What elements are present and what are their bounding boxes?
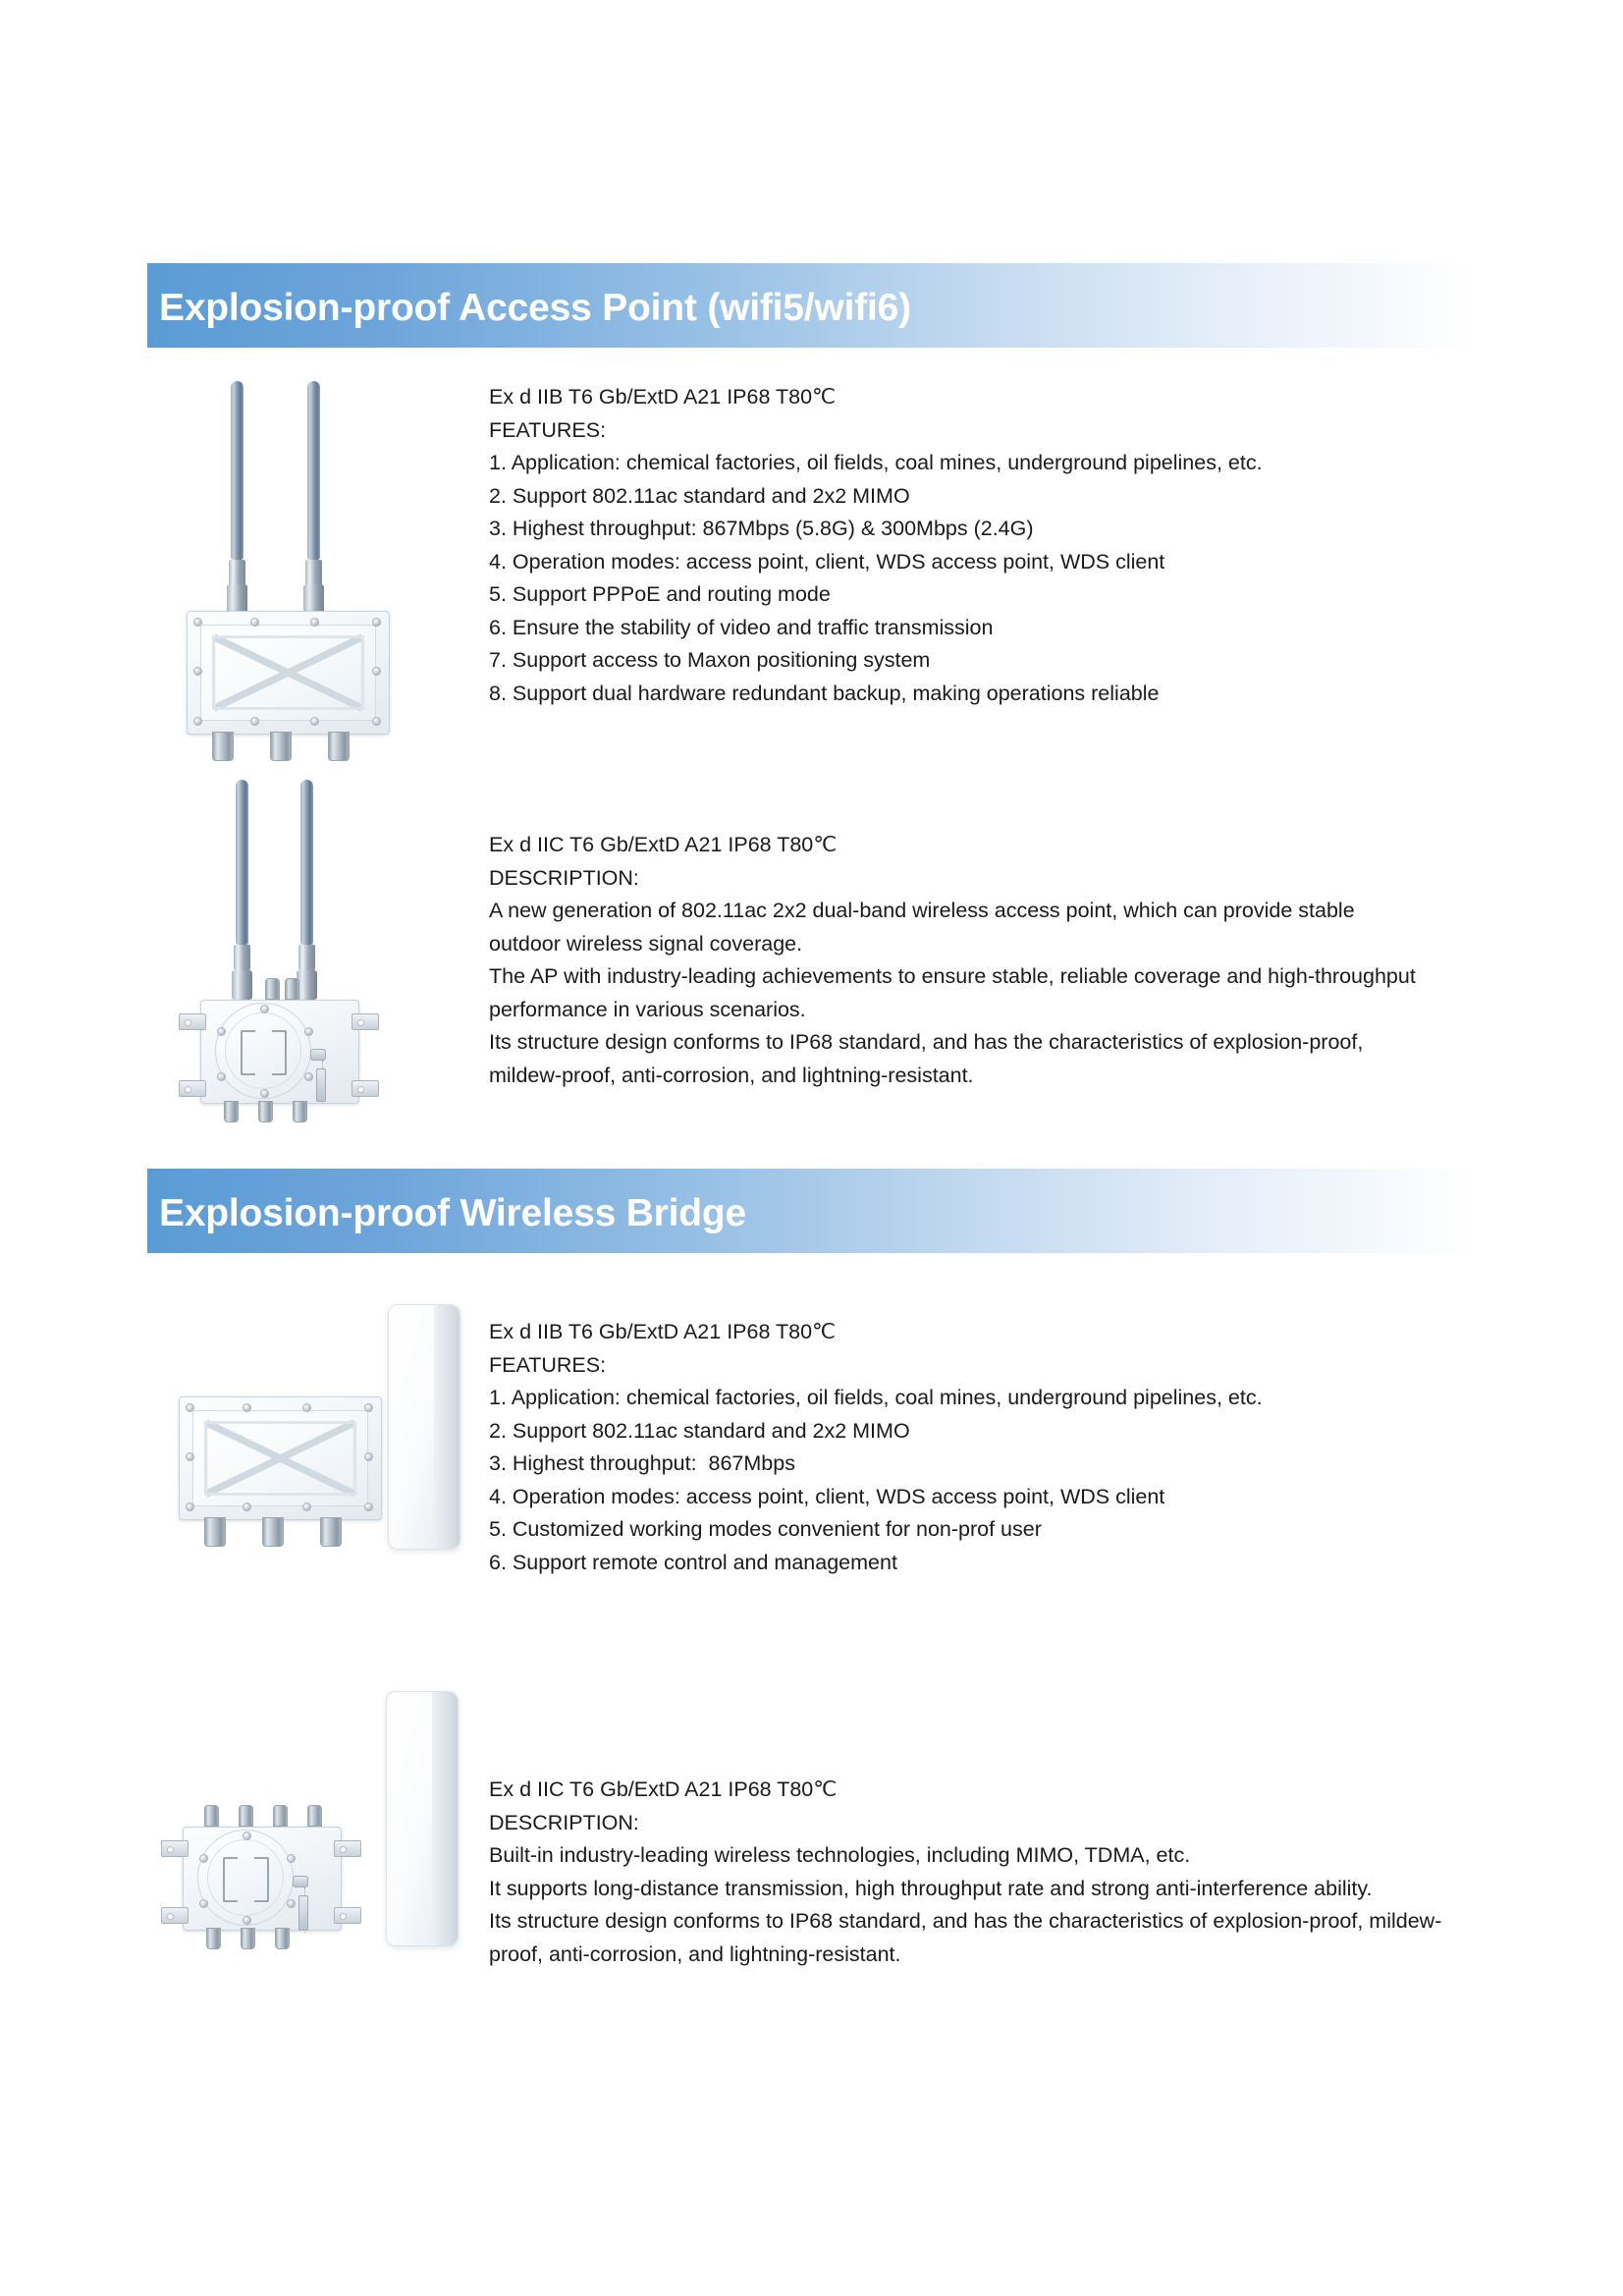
product-wireless-bridge-iib	[147, 1316, 1483, 1579]
cable-gland	[328, 732, 350, 761]
bolt	[243, 1403, 251, 1412]
description-paragraph: Its structure design conforms to IP68 standard, and has the characteristics of explosion-proof, mildew-proof, anti-corrosion, and lightning-resistant.	[489, 1909, 1442, 1966]
feature-item: 1. Application: chemical factories, oil fields, coal mines, underground pipelines, etc.	[489, 451, 1263, 474]
bolt	[217, 1072, 226, 1081]
product-rating: Ex d IIC T6 Gb/ExtD A21 IP68 T80℃	[489, 833, 838, 856]
product-access-point-iic	[147, 786, 1483, 1120]
cable-gland	[241, 1928, 255, 1949]
product-copy-wireless-bridge-iic	[481, 1728, 1451, 1971]
antenna-right-base	[297, 970, 317, 1000]
bolt	[250, 618, 259, 627]
product-copy-access-point-iic	[481, 786, 1432, 1092]
feature-item: 6. Support remote control and management	[489, 1550, 897, 1574]
bolt	[186, 1403, 194, 1412]
mounting-bracket	[334, 1840, 361, 1857]
product-copy-access-point-iib	[481, 381, 1483, 710]
explosion-proof-access-point-iic-photo	[147, 786, 481, 1120]
product-wireless-bridge-iic	[147, 1728, 1483, 1994]
cable-gland	[258, 1101, 273, 1122]
cover-handle-left	[241, 1030, 255, 1075]
cable-gland-top	[285, 978, 299, 1000]
cover-handle-right	[254, 1857, 269, 1902]
panel-antenna-edge	[434, 1305, 460, 1549]
latch-key	[298, 1895, 308, 1931]
bolt	[372, 618, 381, 627]
panel-antenna	[386, 1691, 459, 1946]
bolt	[287, 1854, 296, 1863]
bolt	[250, 717, 259, 726]
bolt	[260, 1005, 269, 1013]
cable-gland	[262, 1517, 284, 1547]
enclosure-cover	[200, 625, 376, 721]
cable-gland	[206, 1928, 221, 1949]
antenna-right	[300, 780, 313, 945]
product-access-point-iib	[147, 381, 1483, 710]
feature-item: 6. Ensure the stability of video and traffic transmission	[489, 615, 994, 639]
mounting-bracket	[179, 1013, 206, 1030]
cable-gland-top	[239, 1805, 253, 1827]
enclosure-cover	[192, 1410, 368, 1506]
bolt	[260, 1089, 269, 1098]
bolt	[364, 1452, 373, 1461]
antenna-right-base	[303, 584, 324, 614]
product-heading: DESCRIPTION:	[489, 1810, 639, 1834]
product-heading: FEATURES:	[489, 1352, 607, 1377]
description-paragraph: It supports long-distance transmission, high throughput rate and strong anti-interference ability.	[489, 1876, 1373, 1900]
product-rating: Ex d IIB T6 Gb/ExtD A21 IP68 T80℃	[489, 1320, 837, 1343]
round-cover-inner-ring	[225, 1012, 301, 1089]
feature-item: 4. Operation modes: access point, client, WDS access point, WDS client	[489, 1484, 1165, 1508]
product-rating: Ex d IIB T6 Gb/ExtD A21 IP68 T80℃	[489, 385, 837, 409]
section-banner-wireless-bridge	[147, 1169, 1473, 1253]
cable-gland-top	[265, 978, 280, 1000]
bolt	[186, 1503, 194, 1511]
round-cover-inner-ring	[207, 1839, 284, 1916]
explosion-proof-wireless-bridge-iib-photo	[147, 1316, 481, 1552]
description-paragraph: The AP with industry-leading achievements to ensure stable, reliable coverage and high-throughput performance in various scenarios.	[489, 964, 1416, 1021]
cable-gland	[204, 1517, 226, 1547]
bolt	[199, 1854, 208, 1863]
panel-antenna-edge	[432, 1692, 458, 1945]
section-title-access-point: Explosion-proof Access Point (wifi5/wifi6)	[159, 286, 911, 329]
feature-item: 3. Highest throughput: 867Mbps (5.8G) & 300Mbps (2.4G)	[489, 517, 1034, 540]
enclosure-body	[183, 1827, 342, 1931]
cable-gland-top	[204, 1805, 219, 1827]
bolt	[364, 1503, 373, 1511]
latch-key	[316, 1068, 326, 1102]
bolt	[364, 1403, 373, 1412]
section-title-wireless-bridge: Explosion-proof Wireless Bridge	[159, 1191, 747, 1234]
panel-antenna	[388, 1304, 460, 1550]
mounting-bracket	[179, 1080, 206, 1097]
cover-handle-left	[223, 1857, 238, 1902]
cable-gland-top	[273, 1805, 288, 1827]
product-heading: DESCRIPTION:	[489, 865, 639, 890]
mounting-bracket	[352, 1013, 379, 1030]
feature-item: 8. Support dual hardware redundant backup, making operations reliable	[489, 681, 1160, 705]
product-heading: FEATURES:	[489, 417, 607, 442]
bolt	[193, 618, 202, 627]
bolt	[302, 1403, 311, 1412]
enclosure-body	[187, 611, 390, 735]
cable-gland	[275, 1928, 290, 1949]
description-paragraph: Built-in industry-leading wireless technologies, including MIMO, TDMA, etc.	[489, 1843, 1191, 1867]
antenna-left	[231, 381, 243, 560]
feature-item: 3. Highest throughput: 867Mbps	[489, 1451, 795, 1475]
antenna-left-base	[232, 970, 252, 1000]
bolt	[243, 1916, 251, 1925]
feature-item: 5. Support PPPoE and routing mode	[489, 582, 831, 606]
description-paragraph: A new generation of 802.11ac 2x2 dual-band wireless access point, which can provide stable outdoor wireless signal coverage.	[489, 899, 1355, 956]
bolt	[199, 1899, 208, 1908]
bolt	[287, 1899, 296, 1908]
section-banner-access-point	[147, 263, 1473, 348]
bolt	[243, 1831, 251, 1840]
feature-item: 2. Support 802.11ac standard and 2x2 MIMO	[489, 1418, 910, 1443]
bolt	[372, 667, 381, 676]
mounting-bracket	[334, 1907, 361, 1924]
bolt	[217, 1027, 226, 1036]
feature-item: 5. Customized working modes convenient for non-prof user	[489, 1517, 1042, 1541]
bolt	[193, 717, 202, 726]
mounting-bracket	[161, 1907, 189, 1924]
feature-item: 4. Operation modes: access point, client, WDS access point, WDS client	[489, 549, 1165, 574]
antenna-left-base	[227, 584, 247, 614]
enclosure-body	[200, 1000, 359, 1104]
cover-handle-right	[272, 1030, 287, 1075]
cable-gland	[212, 732, 234, 761]
cable-gland	[270, 732, 292, 761]
product-rating: Ex d IIC T6 Gb/ExtD A21 IP68 T80℃	[489, 1777, 838, 1801]
bolt	[304, 1072, 313, 1081]
antenna-right	[307, 381, 320, 560]
bolt	[193, 667, 202, 676]
bolt	[186, 1452, 194, 1461]
feature-item: 7. Support access to Maxon positioning system	[489, 648, 931, 672]
bolt	[304, 1027, 313, 1036]
mounting-bracket	[352, 1080, 379, 1097]
bolt	[310, 717, 319, 726]
mounting-bracket	[161, 1840, 189, 1857]
x-rib-pattern-icon	[207, 631, 369, 714]
feature-item: 1. Application: chemical factories, oil fields, coal mines, underground pipelines, etc.	[489, 1386, 1263, 1409]
cover-latch	[310, 1049, 326, 1061]
feature-item: 2. Support 802.11ac standard and 2x2 MIMO	[489, 483, 910, 508]
product-copy-wireless-bridge-iib	[481, 1316, 1483, 1579]
cover-latch	[293, 1876, 308, 1887]
antenna-left	[236, 780, 248, 945]
cable-gland-top	[307, 1805, 322, 1827]
enclosure-body	[179, 1396, 382, 1520]
cable-gland	[293, 1101, 307, 1122]
description-paragraph: Its structure design conforms to IP68 standard, and has the characteristics of explosion-proof, mildew-proof, anti-corrosion, and lightning-resistant.	[489, 1030, 1364, 1087]
explosion-proof-access-point-iib-photo	[147, 381, 481, 705]
bolt	[372, 717, 381, 726]
cable-gland	[320, 1517, 342, 1547]
bolt	[302, 1503, 311, 1511]
cable-gland	[224, 1101, 239, 1122]
explosion-proof-wireless-bridge-iic-photo	[147, 1728, 481, 1994]
x-rib-pattern-icon	[199, 1417, 361, 1500]
bolt	[310, 618, 319, 627]
bolt	[243, 1503, 251, 1511]
